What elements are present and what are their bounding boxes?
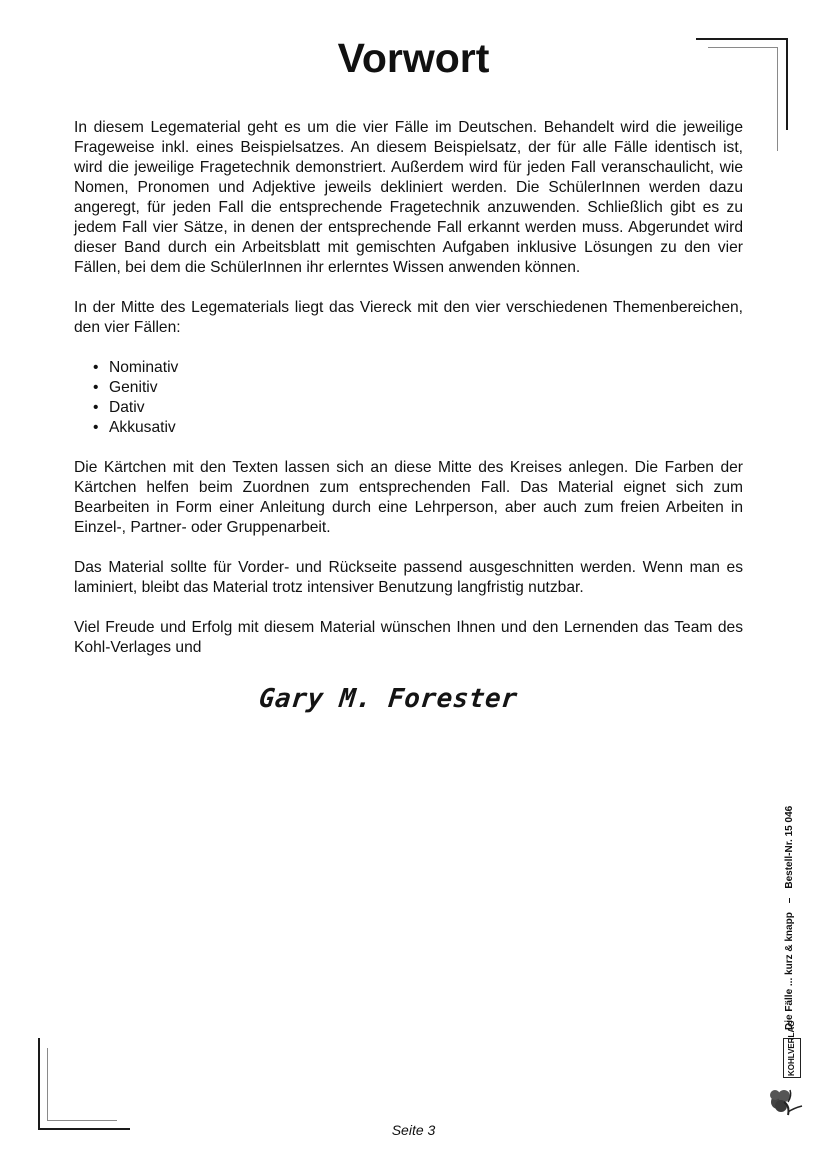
separator: – (784, 897, 795, 904)
sidebar-book-info (784, 806, 795, 1030)
author-signature: Gary M. Forester (257, 684, 520, 714)
preface-text (74, 118, 743, 678)
order-number: Bestell-Nr. 15 046 (784, 805, 795, 889)
publisher-logo-text: KOHLVERLAG (787, 1020, 796, 1076)
paragraph-introduction: In diesem Legematerial geht es um die vier Fälle im Deutschen. Behandelt wird die jeweilige Frageweise inkl. eines Beispielsatzes. An diesem Beispielsatz, der für alle Fälle identisch ist, wird die jeweilige Fragetechnik demonstriert. Außerdem wird für jeden Fall veranschaulicht, wie Nomen, Pronomen und Adjektive jeweils dekliniert werden. Die SchülerInnen werden dazu angeregt, für jeden Fall die entsprechende Fragetechnik anzuwenden. Schließlich gibt es zu jedem Fall vier Sätze, in denen der entsprechende Fall erkannt werden muss. Abgerundet wird dieser Band durch ein Arbeitsblatt mit gemischten Aufgaben inklusive Lösungen zu den vier Fällen, bei dem die SchülerInnen ihr erlerntes Wissen anwenden können. (74, 119, 743, 276)
bullet-icon: • (93, 399, 99, 416)
page-title: Vorwort (337, 35, 490, 81)
paragraph-cutting: Das Material sollte für Vorder- und Rückseite passend ausgeschnitten werden. Wenn man es laminiert, bleibt das Material trotz intensiver Benutzung langfristig nutzbar. (74, 559, 743, 596)
list-item (93, 358, 743, 378)
case-label: Dativ (109, 399, 145, 416)
paragraph-center-description: In der Mitte des Legematerials liegt das Viereck mit den vier verschiedenen Themenbereichen, den vier Fällen: (74, 299, 743, 336)
cases-list (74, 358, 743, 438)
case-label: Nominativ (109, 359, 179, 376)
page-number: Seite 3 (391, 1122, 436, 1138)
bottom-left-corner-ornament (38, 1038, 130, 1130)
case-label: Genitiv (109, 379, 158, 396)
paragraph-closing: Viel Freude und Erfolg mit diesem Material wünschen Ihnen und den Lernenden das Team des Kohl-Verlages und (74, 619, 743, 656)
tree-logo-icon (766, 1082, 806, 1116)
publisher-logo (783, 1020, 801, 1078)
bullet-icon: • (93, 359, 99, 376)
paragraph-cards: Die Kärtchen mit den Texten lassen sich an diese Mitte des Kreises anlegen. Die Farben der Kärtchen helfen beim Zuordnen zum entsprechenden Fall. Das Material eignet sich zum Bearbeiten in Form einer Anleitung durch eine Lehrperson, aber auch zum freien Arbeiten in Einzel-, Partner- oder Gruppenarbeit. (74, 459, 743, 536)
book-title: Die Fälle ... kurz & knapp (784, 912, 795, 1030)
list-item (93, 418, 743, 438)
list-item (93, 398, 743, 418)
case-label: Akkusativ (109, 419, 176, 436)
list-item (93, 378, 743, 398)
bullet-icon: • (93, 419, 99, 436)
bullet-icon: • (93, 379, 99, 396)
